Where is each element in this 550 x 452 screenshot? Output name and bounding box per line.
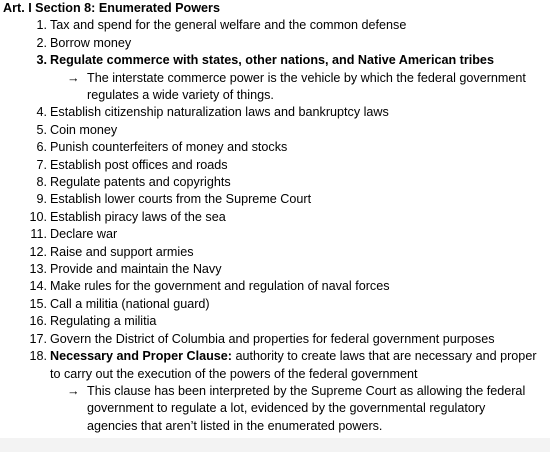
list-item-12	[3, 244, 550, 261]
list-item-8	[3, 174, 550, 191]
item-number: 13.	[29, 262, 47, 277]
item-text: Punish counterfeiters of money and stocks	[50, 140, 288, 155]
list-item-15	[3, 296, 550, 313]
page-bottom-strip	[0, 438, 550, 452]
item-number: 7.	[36, 157, 47, 172]
list-item-6	[3, 139, 550, 156]
item-number: 5.	[36, 122, 47, 137]
commerce-note	[50, 70, 546, 105]
item-number: 8.	[36, 175, 47, 190]
item-number: 3.	[36, 53, 47, 68]
item-text: Coin money	[50, 122, 118, 137]
list-item-11	[3, 226, 550, 243]
clause-label: Necessary and Proper Clause:	[50, 349, 232, 364]
right-arrow-icon: →	[67, 383, 80, 398]
item-number: 2.	[36, 35, 47, 50]
list-item-13	[3, 261, 550, 278]
item-number: 17.	[29, 331, 47, 346]
note-text: This clause has been interpreted by the Supreme Court as allowing the federal government to regulate a lot, evidenced by the governmental regulatory agencies that aren’t listed in the enumerated powers.	[87, 383, 526, 433]
list-item-2	[3, 35, 550, 52]
list-item-4	[3, 104, 550, 121]
item-number: 16.	[29, 314, 47, 329]
item-number: 9.	[36, 192, 47, 207]
list-item-16	[3, 313, 550, 330]
item-text: Establish piracy laws of the sea	[50, 209, 226, 224]
enumerated-powers-list	[3, 17, 550, 435]
item-text: authority to create laws that are necessary and proper to carry out the execution of the powers of the federal government	[50, 349, 537, 381]
list-item-3	[3, 52, 550, 104]
item-text: Regulate patents and copyrights	[50, 175, 231, 190]
item-text: Regulating a militia	[50, 314, 157, 329]
right-arrow-icon: →	[67, 70, 80, 85]
list-item-18	[3, 348, 550, 435]
list-item-17	[3, 331, 550, 348]
item-text: Provide and maintain the Navy	[50, 262, 222, 277]
item-text: Regulate commerce with states, other nations, and Native American tribes	[50, 53, 494, 68]
item-number: 11.	[30, 227, 47, 242]
item-text: Call a militia (national guard)	[50, 296, 210, 311]
list-item-5	[3, 122, 550, 139]
item-number: 4.	[36, 105, 47, 120]
item-text: Govern the District of Columbia and properties for federal government purposes	[50, 331, 495, 346]
item-text: Establish lower courts from the Supreme Court	[50, 192, 312, 207]
list-item-10	[3, 209, 550, 226]
list-item-7	[3, 157, 550, 174]
item-text: Establish post offices and roads	[50, 157, 228, 172]
item-number: 14.	[29, 279, 47, 294]
item-text: Raise and support armies	[50, 244, 194, 259]
item-number: 15.	[29, 296, 47, 311]
item-number: 1.	[36, 18, 47, 33]
necessary-proper-note	[50, 383, 546, 435]
item-text: Declare war	[50, 227, 118, 242]
item-number: 18.	[29, 349, 47, 364]
item-number: 6.	[36, 140, 47, 155]
item-text: Borrow money	[50, 35, 132, 50]
item-text: Make rules for the government and regulation of naval forces	[50, 279, 390, 294]
item-number: 10.	[29, 209, 47, 224]
item-text: Tax and spend for the general welfare and the common defense	[50, 18, 407, 33]
item-text: Establish citizenship naturalization laws and bankruptcy laws	[50, 105, 389, 120]
item-number: 12.	[29, 244, 47, 259]
list-item-14	[3, 278, 550, 295]
list-item-1	[3, 17, 550, 34]
note-text: The interstate commerce power is the vehicle by which the federal government regulates a wide variety of things.	[87, 70, 526, 103]
list-item-9	[3, 191, 550, 208]
section-title: Art. I Section 8: Enumerated Powers	[3, 1, 220, 15]
